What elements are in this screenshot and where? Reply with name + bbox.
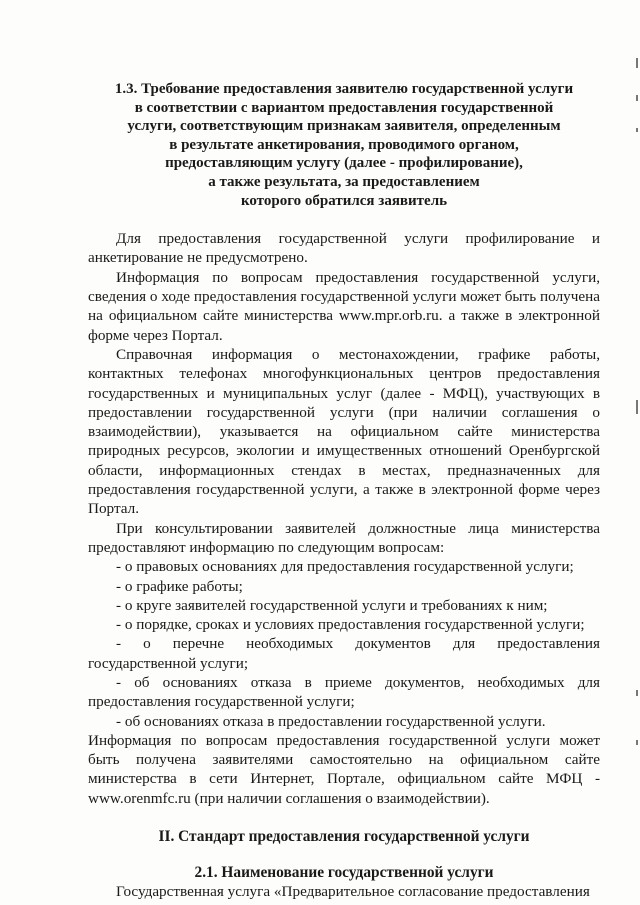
section-1-3-heading bbox=[88, 80, 600, 210]
paragraph-profiling: Для предоставления государственной услуги профилирование и анкетирование не предусмотрено. bbox=[88, 230, 600, 267]
list-item: - о правовых основаниях для предоставления государственной услуги; bbox=[116, 558, 574, 576]
paragraph-info-sources: Информация по вопросам предоставления государственной услуги, сведения о ходе предоставления государственной услуги может быть получена на официальном сайте министерства www.mpr.orb.ru. а также в электронной форме через Портал. bbox=[88, 268, 600, 344]
paragraph-reference-info: Справочная информация о местонахождении, графике работы, контактных телефонах многофункциональных центров предоставления государственных и муниципальных услуг (далее - МФЦ), участвующих в предоставлении государственной услуги (при наличии соглашения о взаимодействии), указывается на официальном сайте министерства природных ресурсов, экологии и имущественных отношений Оренбургской области, информационных стендах в местах, предназначенных для предоставления государственной услуги, а также в электронной форме через Портал. bbox=[88, 345, 600, 518]
paragraph-self-service-info: Информация по вопросам предоставления государственной услуги может быть получена заявителями самостоятельно на официальном сайте министерства в сети Интернет, Портале, официальном сайте МФЦ - www.orenmfc.ru (при наличии соглашения о взаимодействии). bbox=[88, 731, 600, 807]
paragraph-service-name: Государственная услуга «Предварительное согласование предоставления bbox=[116, 883, 590, 901]
heading-line: а также результата, за предоставлением bbox=[208, 173, 480, 190]
section-2-title: II. Стандарт предоставления государственной услуги bbox=[158, 828, 530, 846]
list-item: - о перечне необходимых документов для предоставления государственной услуги; bbox=[88, 635, 600, 672]
section-2-1-subtitle: 2.1. Наименование государственной услуги bbox=[194, 864, 494, 882]
heading-line: 1.3. Требование предоставления заявителю государственной услуги bbox=[114, 81, 574, 97]
heading-line: которого обратился заявитель bbox=[240, 192, 448, 209]
heading-line: услуги, соответствующим признакам заявителя, определенным bbox=[127, 118, 561, 135]
list-item: - о графике работы; bbox=[116, 577, 243, 595]
document-page bbox=[88, 80, 600, 901]
list-item: - об основаниях отказа в предоставлении государственной услуги. bbox=[116, 712, 546, 730]
list-item: - об основаниях отказа в приеме документов, необходимых для предоставления государственной услуги; bbox=[88, 673, 600, 711]
consultation-topics-list bbox=[88, 557, 600, 731]
heading-line: предоставляющим услугу (далее - профилирование), bbox=[165, 155, 523, 172]
list-item: - о порядке, сроках и условиях предоставления государственной услуги; bbox=[116, 616, 585, 634]
scan-edge-marks bbox=[630, 0, 638, 905]
paragraph-consultation: При консультировании заявителей должностные лица министерства предоставляют информацию по следующим вопросам: bbox=[88, 519, 600, 556]
list-item: - о круге заявителей государственной услуги и требованиях к ним; bbox=[116, 596, 548, 614]
heading-line: в результате анкетирования, проводимого органом, bbox=[169, 136, 519, 153]
heading-line: в соответствии с вариантом предоставления государственной bbox=[134, 99, 554, 116]
